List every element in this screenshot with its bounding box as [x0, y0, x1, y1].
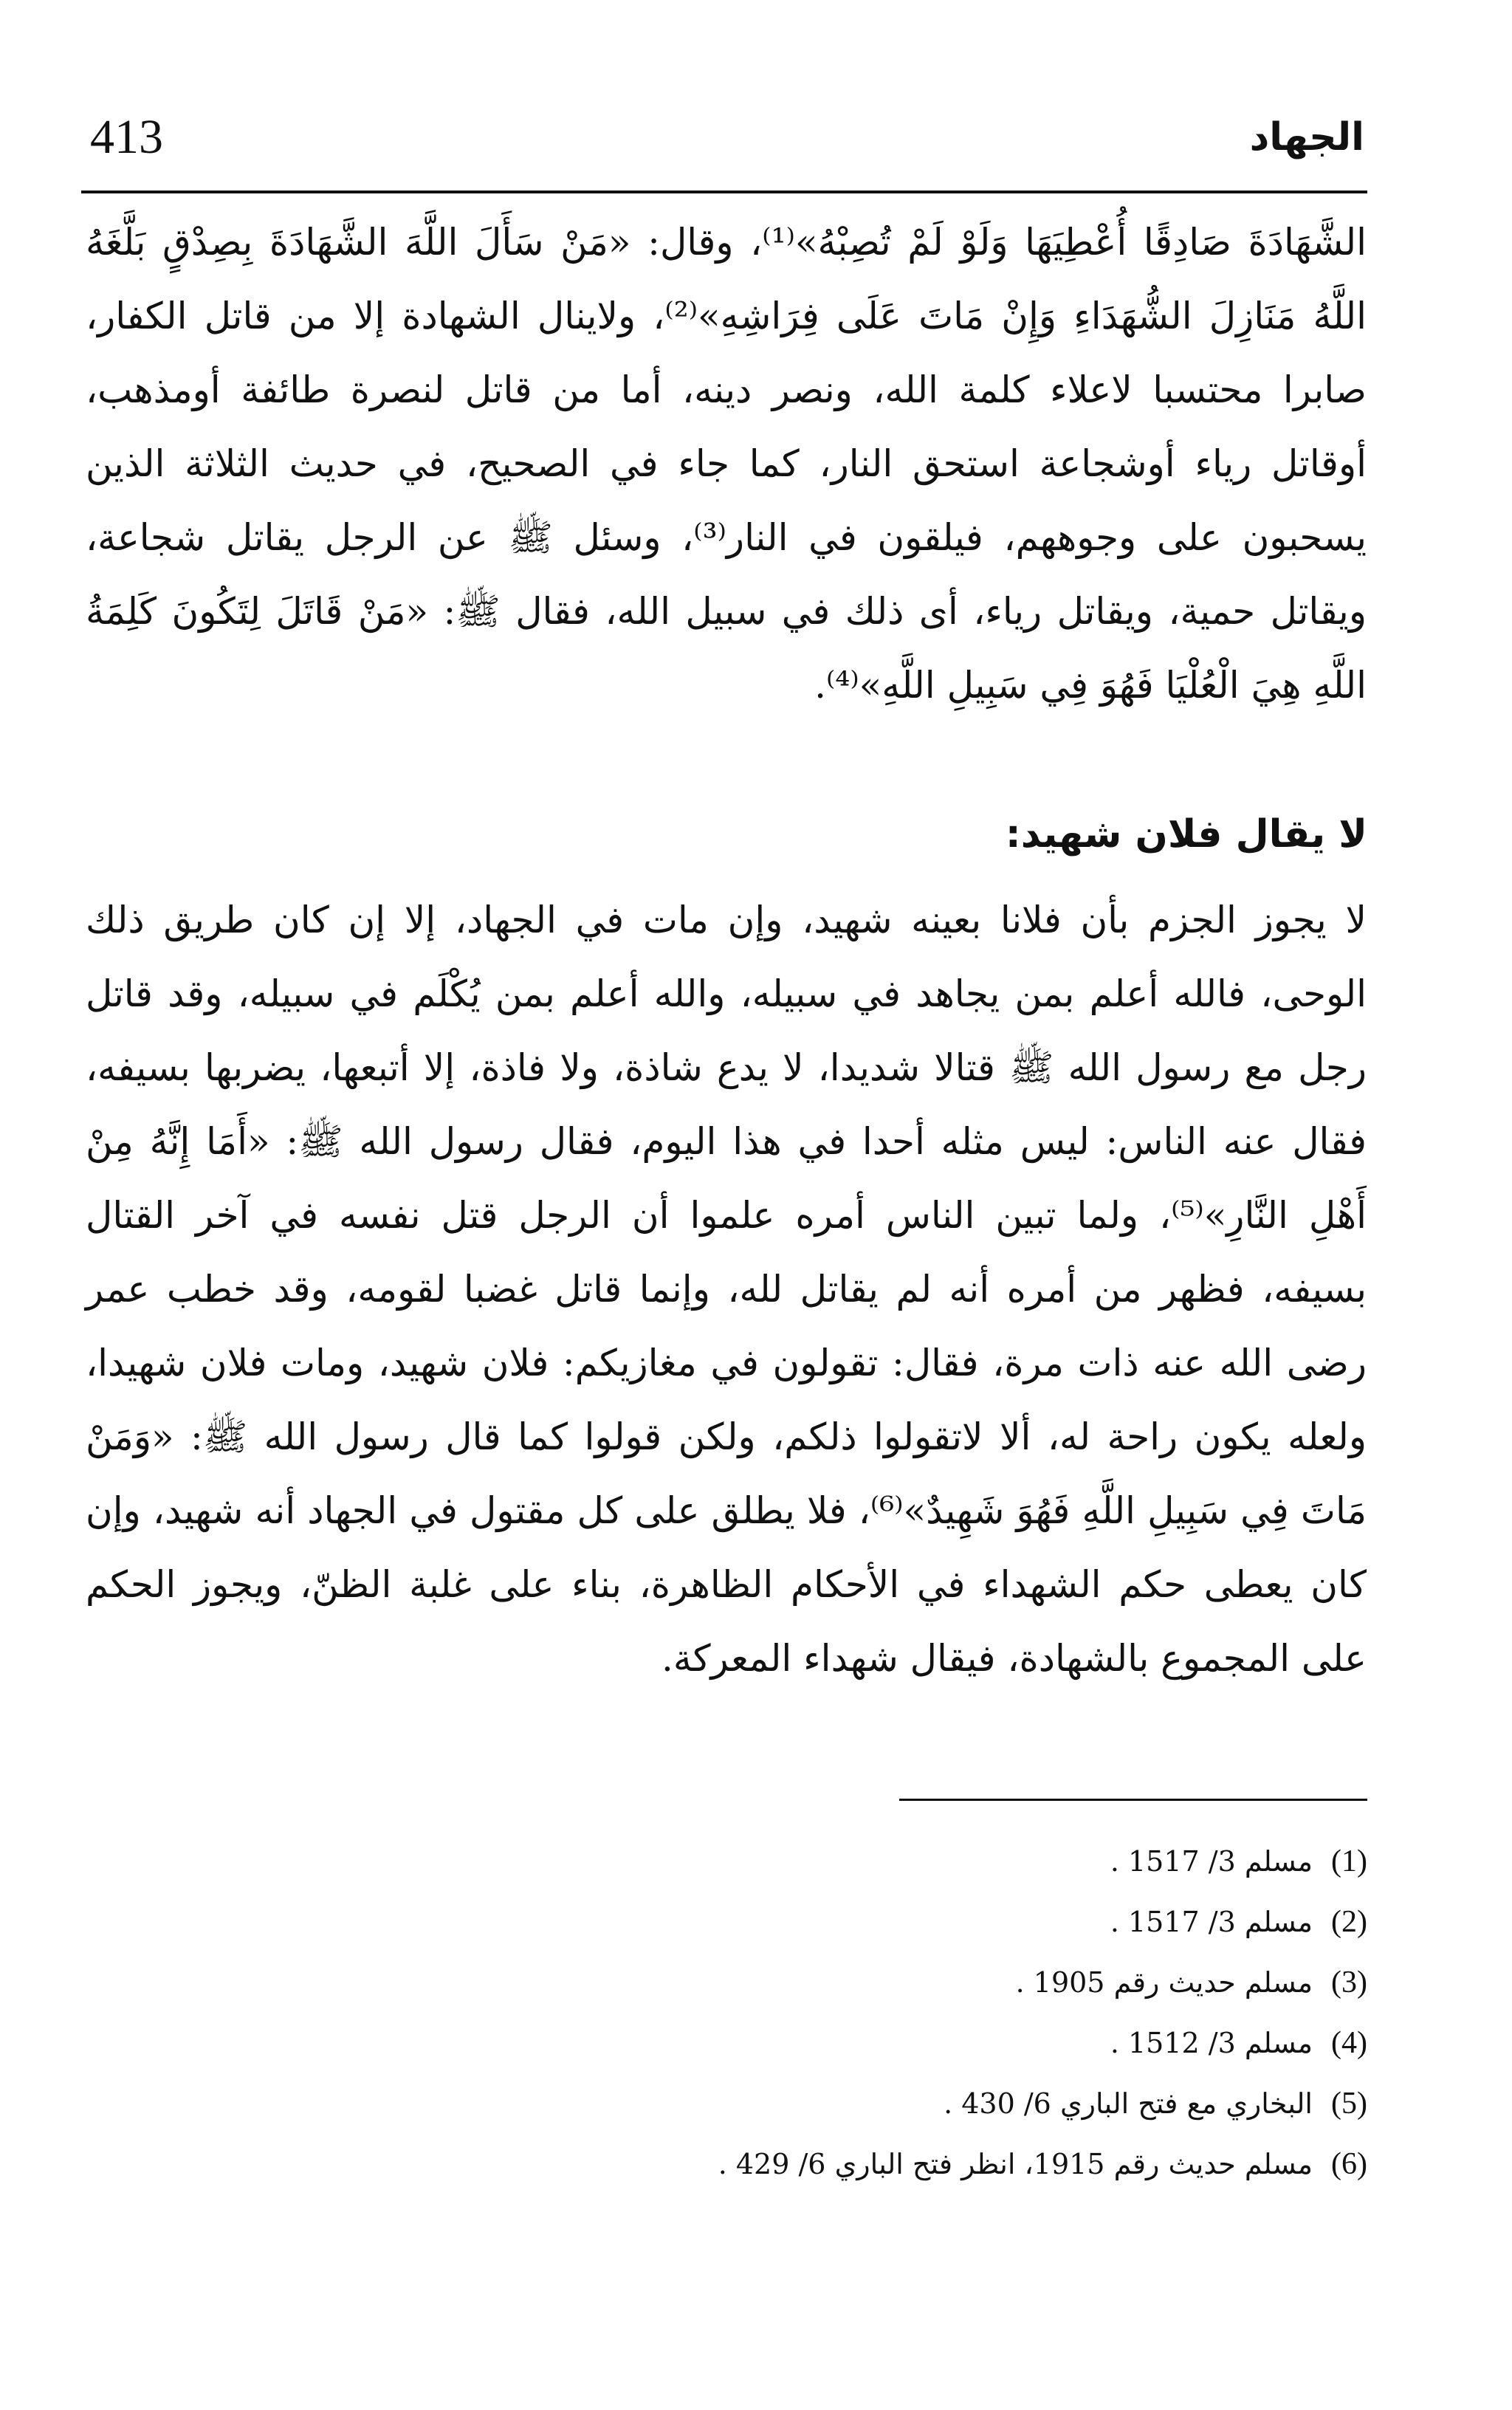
- footnote-4: [334, 2013, 1367, 2073]
- footnotes-list: [334, 1831, 1367, 2194]
- footnote-rule: [899, 1799, 1367, 1801]
- footnote-number: (5): [1331, 2087, 1367, 2121]
- footnote-text: مسلم حديث رقم 1915، انظر فتح الباري 6/ 429 .: [718, 2148, 1313, 2180]
- paragraph-1: الشَّهَادَةَ صَادِقًا أُعْطِيَهَا وَلَوْ لَمْ تُصِبْهُ»⁽¹⁾، وقال: «مَنْ سَأَلَ اللَّهَ الشَّهَادَةَ بِصِدْقٍ بَلَّغَهُ اللَّهُ مَنَازِلَ الشُّهَدَاءِ وَإِنْ مَاتَ عَلَى فِرَاشِهِ»⁽²⁾، ولاينال الشهادة إلا من قاتل الكفار، صابرا محتسبا لاعلاء كلمة الله، ونصر دينه، أما من قاتل لنصرة طائفة أومذهب، أوقاتل رياء أوشجاعة استحق النار، كما جاء في الصحيح، في حديث الثلاثة الذين يسحبون على وجوههم، فيلقون في النار⁽³⁾، وسئل ﷺ عن الرجل يقاتل شجاعة، ويقاتل حمية، ويقاتل رياء، أى ذلك في سبيل الله، فقال ﷺ: «مَنْ قَاتَلَ لِتَكُونَ كَلِمَةُ اللَّهِ هِيَ الْعُلْيَا فَهُوَ فِي سَبِيلِ اللَّهِ»⁽⁴⁾.: [86, 221, 1367, 707]
- footnote-text: مسلم 3/ 1517 .: [1110, 1906, 1313, 1938]
- footnote-5: [334, 2073, 1367, 2134]
- footnote-number: (4): [1331, 2026, 1367, 2060]
- section-heading: لا يقال فلان شهيد:: [1005, 812, 1367, 856]
- footnote-text: مسلم حديث رقم 1905 .: [1015, 1966, 1313, 1999]
- footnote-text: مسلم 3/ 1512 .: [1110, 2027, 1313, 2059]
- page-number: 413: [90, 110, 163, 164]
- footnote-number: (2): [1331, 1905, 1367, 1939]
- running-title: الجهاد: [1249, 115, 1364, 159]
- footnote-number: (1): [1331, 1844, 1367, 1878]
- footnote-3: [334, 1952, 1367, 2013]
- footnote-1: [334, 1831, 1367, 1892]
- page-header: [87, 102, 1364, 173]
- footnote-text: مسلم 3/ 1517 .: [1110, 1845, 1313, 1878]
- footnote-number: (6): [1331, 2147, 1367, 2181]
- footnote-6: [334, 2134, 1367, 2194]
- header-rule: [81, 190, 1367, 193]
- footnote-text: البخاري مع فتح الباري 6/ 430 .: [944, 2087, 1313, 2120]
- paragraph-2: لا يجوز الجزم بأن فلانا بعينه شهيد، وإن مات في الجهاد، إلا إن كان طريق ذلك الوحى، فالله أعلم بمن يجاهد في سبيله، والله أعلم بمن يُكْلَم في سبيله، وقد قاتل رجل مع رسول الله ﷺ قتالا شديدا، لا يدع شاذة، ولا فاذة، إلا أتبعها، يضربها بسيفه، فقال عنه الناس: ليس مثله أحدا في هذا اليوم، فقال رسول الله ﷺ: «أَمَا إِنَّهُ مِنْ أَهْلِ النَّارِ»⁽⁵⁾، ولما تبين الناس أمره علموا أن الرجل قتل نفسه في آخر القتال بسيفه، فظهر من أمره أنه لم يقاتل لله، وإنما قاتل غضبا لقومه، وقد خطب عمر رضى الله عنه ذات مرة، فقال: تقولون في مغازيكم: فلان شهيد، ومات فلان شهيدا، ولعله يكون راحة له، ألا لاتقولوا ذلكم، ولكن قولوا كما قال رسول الله ﷺ: «وَمَنْ مَاتَ فِي سَبِيلِ اللَّهِ فَهُوَ شَهِيدٌ»⁽⁶⁾، فلا يطلق على كل مقتول في الجهاد أنه شهيد، وإن كان يعطى حكم الشهداء في الأحكام الظاهرة، بناء على غلبة الظنّ، ويجوز الحكم على المجموع بالشهادة، فيقال شهداء المعركة.: [86, 899, 1367, 1680]
- footnote-number: (3): [1331, 1966, 1367, 1999]
- footnote-2: [334, 1892, 1367, 1952]
